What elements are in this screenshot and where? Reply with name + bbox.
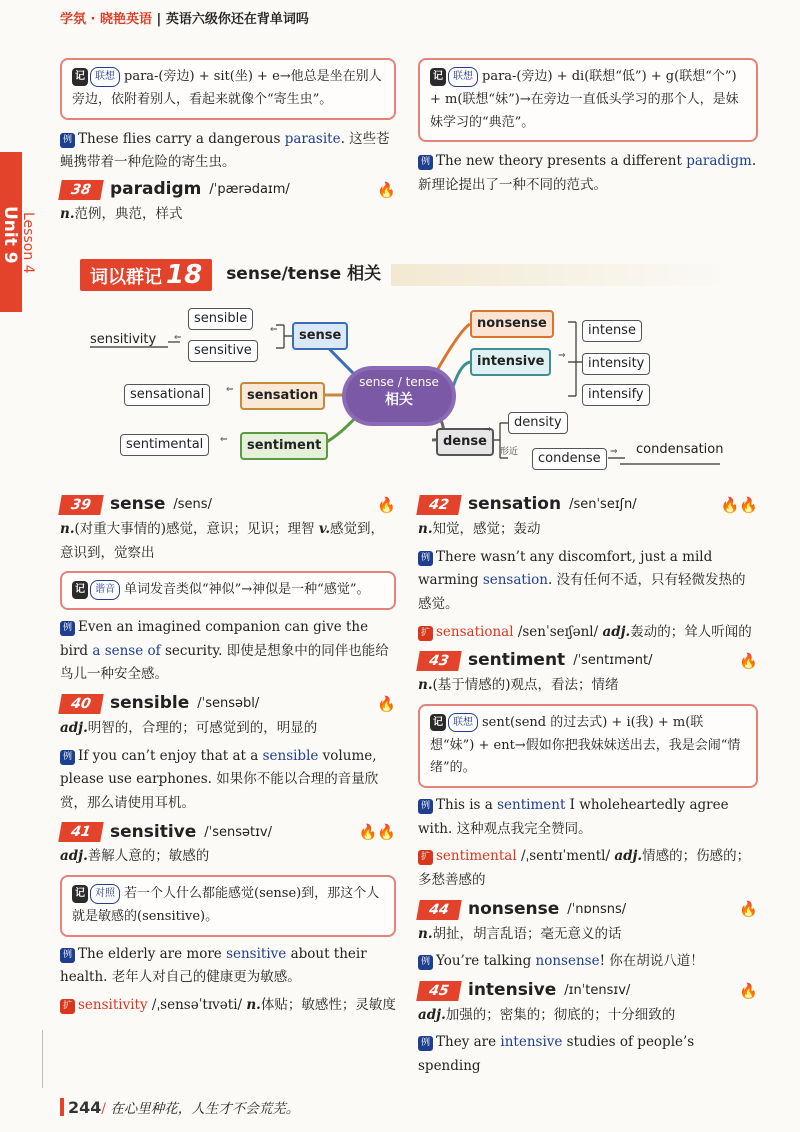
- example-text: If you can’t enjoy that at a: [78, 747, 263, 764]
- sentiment-entry-head: [418, 648, 758, 674]
- mm-sense: sense: [292, 322, 348, 350]
- tip-text: para-(旁边) + di(联想“低”) + g(联想“个”) + m(联想“妹”)→在旁边一直低头学习的那个人，是妹妹学习的“典范”。: [430, 69, 739, 130]
- headword: sensible: [110, 693, 190, 714]
- headword: paradigm: [110, 179, 202, 199]
- example-translation: about their health. 老年人对自己的健康更为敏感。: [60, 945, 367, 986]
- tip-label: 联想: [448, 713, 478, 733]
- derivative-definition: 情感的；伤感的；多愁善感的: [418, 848, 751, 888]
- frequency-fire-icon: 🔥: [377, 495, 396, 514]
- tip-text: 若一个人什么都能感觉(sense)到，那这个人就是敏感的(sensitive)。: [72, 886, 380, 924]
- sentiment-example: [418, 794, 758, 841]
- mindmap-center: [346, 370, 452, 422]
- highlight-word: sensation: [482, 572, 548, 589]
- footer-motto: 在心里种花，人生才不会荒芜。: [110, 1101, 300, 1117]
- memo-icon: 记: [72, 581, 88, 599]
- sense-tip-box: [60, 571, 396, 610]
- mm-sensible: sensible: [188, 308, 253, 330]
- example-icon: 例: [418, 1036, 433, 1051]
- tip-label: 对照: [90, 884, 120, 904]
- sentiment-tip-box: [418, 704, 758, 788]
- tip-label: 联想: [448, 67, 478, 87]
- example-icon: 例: [418, 955, 433, 970]
- part-of-speech: adj.: [602, 623, 631, 640]
- arrow-icon: ⇐: [174, 333, 182, 343]
- tip-text: para-(旁边) + sit(坐) + e→他总是坐在别人旁边，依附着别人，看起来就像个“寄生虫”。: [72, 69, 382, 107]
- tip-label: 联想: [90, 67, 120, 87]
- example-icon: 例: [418, 155, 433, 170]
- center-top: sense / tense: [359, 375, 439, 389]
- tip-text: sent(send 的过去式) + i(我) + m(联想“妹”) + ent→假如你把我妹妹送出去，我是会闹“情绪”的。: [430, 714, 741, 776]
- frequency-fire-icon: 🔥: [377, 180, 396, 199]
- footer-slash: /: [101, 1101, 106, 1117]
- example-icon: 例: [418, 551, 433, 566]
- definition-text: 知觉，感觉；轰动: [432, 521, 541, 537]
- word-number: 41: [58, 822, 104, 842]
- nonsense-definition: [418, 923, 758, 947]
- header-title: 英语六级你还在背单词吗: [165, 12, 309, 27]
- paradigm-definition: [60, 203, 396, 227]
- group-label: [80, 259, 212, 291]
- word-group-title: [80, 258, 740, 292]
- right-column-top: [418, 58, 758, 198]
- phonetic: /ɪnˈtensɪv/: [564, 983, 631, 998]
- example-icon: 例: [60, 133, 75, 148]
- part-of-speech: adj.: [60, 719, 88, 736]
- headword: sensitive: [110, 821, 197, 842]
- sensation-example: [418, 546, 758, 617]
- derivative-phonetic: /senˈseɪʃənl/: [517, 623, 599, 640]
- arrow-icon: ⇒: [484, 425, 492, 435]
- word-number: 38: [58, 180, 104, 200]
- word-mindmap: [80, 300, 740, 480]
- part-of-speech: adj.: [418, 1006, 446, 1023]
- footer-bar: [60, 1098, 64, 1116]
- highlight-word: a sense of: [92, 642, 161, 659]
- memo-icon: 记: [430, 714, 446, 732]
- sensitivity-derivative: [60, 994, 396, 1018]
- phonetic: /sens/: [173, 497, 212, 513]
- highlight-word: paradigm: [686, 153, 752, 170]
- example-text: There wasn’t any discomfort, just a mild warming: [418, 548, 713, 589]
- derivative-icon: 扩: [60, 999, 75, 1014]
- mm-intensive: intensive: [470, 348, 551, 376]
- frequency-fire-icon: 🔥: [377, 694, 396, 713]
- mm-condensation: condensation: [636, 442, 724, 457]
- group-label-text: 词以群记: [90, 267, 162, 288]
- example-text: They are: [436, 1034, 501, 1051]
- part-of-speech: n.: [418, 677, 433, 694]
- mm-intensify: intensify: [582, 384, 650, 406]
- part-of-speech: adj.: [614, 848, 643, 865]
- mm-nonsense: nonsense: [470, 310, 554, 338]
- mm-sensitivity: sensitivity: [90, 332, 157, 347]
- parasite-example: [60, 128, 396, 175]
- sensation-definition: [418, 518, 758, 542]
- intensive-example: [418, 1031, 758, 1078]
- frequency-fire-icon: 🔥: [739, 651, 758, 670]
- group-topic: sense/tense 相关: [226, 264, 382, 285]
- example-icon: 例: [60, 750, 75, 765]
- page-footer: [68, 1096, 299, 1120]
- margin-rule: [42, 1030, 43, 1088]
- left-column-top: [60, 58, 396, 226]
- example-translation: I wholeheartedly agree with. 这种观点我完全赞同。: [418, 797, 729, 837]
- definition-text: (基于情感的)观点，看法；情绪: [432, 677, 619, 694]
- phonetic: /ˈsensəbl/: [197, 696, 260, 712]
- derivative-definition: 轰动的；耸人听闻的: [630, 623, 752, 640]
- arrow-icon: ⇐: [220, 435, 228, 445]
- sensible-definition: [60, 717, 396, 741]
- mm-intense: intense: [582, 320, 642, 342]
- sensitive-entry-head: [60, 819, 396, 845]
- mm-sensational: sensational: [124, 384, 210, 406]
- definition-text: 感觉到，意识到，觉察出: [60, 521, 385, 561]
- highlight-word: nonsense: [535, 953, 600, 970]
- unit-label: Unit 9: [0, 152, 22, 312]
- example-text: The elderly are more: [78, 945, 227, 962]
- frequency-fire-icon: 🔥🔥: [720, 495, 758, 514]
- derivative-word: sentimental: [436, 848, 517, 865]
- mm-sensation: sensation: [240, 382, 325, 410]
- phonetic: /ˈnɒnsns/: [567, 901, 627, 917]
- arrow-icon: ⇐: [226, 385, 234, 395]
- mm-intensity: intensity: [582, 353, 650, 375]
- highlight-word: sensitive: [226, 945, 287, 962]
- word-number: 45: [416, 981, 462, 1001]
- unit-side-tab: [0, 152, 38, 312]
- word-number: 40: [58, 694, 104, 714]
- derivative-word: sensitivity: [78, 996, 148, 1013]
- page-number: 244: [68, 1098, 102, 1117]
- page-header: [60, 10, 309, 30]
- mm-density: density: [508, 412, 568, 434]
- definition-text: 明智的，合理的；可感觉到的，明显的: [87, 719, 318, 736]
- sensitive-tip-box: [60, 875, 396, 937]
- arrow-icon: ⇒: [558, 351, 566, 361]
- mm-sentiment: sentiment: [240, 432, 328, 460]
- phonetic: /ˈpærədaɪm/: [209, 182, 290, 197]
- word-number: 44: [416, 900, 462, 920]
- definition-text: 范例，典范，样式: [74, 205, 183, 222]
- derivative-word: sensational: [436, 623, 514, 640]
- highlight-word: sentiment: [497, 797, 566, 813]
- headword: sensation: [468, 494, 562, 515]
- header-brand: 学氛 · 晓艳英语: [60, 12, 152, 27]
- intensive-entry-head: [418, 978, 758, 1004]
- derivative-icon: 扩: [418, 626, 433, 641]
- sense-example: [60, 616, 396, 687]
- example-translation: . 这些苍蝇携带着一种危险的寄生虫。: [60, 130, 390, 171]
- example-translation: security. 即使是想象中的同伴也能给鸟儿一种安全感。: [60, 642, 389, 683]
- phonetic: /ˈsentɪmənt/: [573, 653, 653, 669]
- frequency-fire-icon: 🔥🔥: [358, 823, 396, 842]
- highlight-word: sensible: [262, 747, 319, 764]
- mm-sensitive: sensitive: [188, 340, 258, 362]
- word-number: 43: [416, 651, 462, 671]
- sensitive-definition: [60, 845, 396, 869]
- phonetic: /senˈseɪʃn/: [569, 497, 637, 513]
- mm-sentimental: sentimental: [120, 434, 209, 456]
- sensible-entry-head: [60, 691, 396, 717]
- sentiment-definition: [418, 674, 758, 698]
- left-column-entries: [60, 492, 396, 1017]
- highlight-word: intensive: [500, 1034, 563, 1051]
- arrow-icon: ⇐: [270, 325, 278, 335]
- paradigm-example: [418, 150, 758, 197]
- mm-dense: dense: [436, 428, 494, 456]
- example-icon: 例: [418, 799, 433, 814]
- center-bottom: 相关: [385, 391, 413, 408]
- sentimental-derivative: [418, 845, 758, 892]
- form-near-label: 形近: [500, 447, 519, 457]
- example-text: The new theory presents a different: [436, 153, 687, 170]
- headword: sense: [110, 494, 166, 515]
- derivative-definition: 体贴；敏感性；灵敏度: [260, 996, 396, 1013]
- part-of-speech: n.: [60, 521, 75, 537]
- example-text: Even an imagined companion can give the bird: [60, 619, 369, 659]
- tip-text: 单词发音类似“神似”→神似是一种“感觉”。: [124, 582, 370, 598]
- example-translation: . 新理论提出了一种不同的范式。: [418, 153, 757, 193]
- sensation-entry-head: [418, 492, 758, 518]
- example-icon: 例: [60, 621, 75, 636]
- nonsense-example: [418, 950, 758, 974]
- lesson-label: Lesson 4: [20, 212, 36, 274]
- nonsense-entry-head: [418, 897, 758, 923]
- sense-entry-head: [60, 492, 396, 518]
- derivative-phonetic: /ˌsentɪˈmentl/: [520, 848, 611, 865]
- part-of-speech: n.: [418, 521, 433, 537]
- derivative-icon: 扩: [418, 850, 433, 865]
- definition-text: (对重大事情的)感觉，意识；见识；理智: [74, 521, 315, 537]
- example-translation: studies of people’s spending: [418, 1034, 695, 1074]
- sensible-example: [60, 745, 396, 816]
- example-text: These flies carry a dangerous: [78, 130, 285, 147]
- sense-definition: [60, 518, 396, 565]
- part-of-speech: adj.: [60, 848, 88, 865]
- parasite-tip-box: [60, 58, 396, 120]
- part-of-speech: v.: [318, 521, 331, 537]
- intensive-definition: [418, 1004, 758, 1028]
- memo-icon: 记: [430, 68, 446, 86]
- paradigm-tip-box: [418, 58, 758, 142]
- sensational-derivative: [418, 621, 758, 645]
- group-title-rule: [391, 264, 740, 286]
- tip-label: 谐音: [90, 580, 120, 600]
- mm-condense: condense: [532, 448, 607, 470]
- example-text: This is a: [436, 797, 498, 813]
- arrow-icon: ⇒: [610, 447, 618, 457]
- word-number: 42: [416, 495, 462, 515]
- header-separator: |: [152, 12, 166, 27]
- frequency-fire-icon: 🔥: [739, 900, 758, 919]
- example-text: You’re talking: [436, 953, 536, 970]
- part-of-speech: n.: [246, 996, 261, 1013]
- memo-icon: 记: [72, 68, 88, 86]
- group-number: 18: [166, 260, 203, 290]
- headword: nonsense: [468, 898, 560, 919]
- part-of-speech: n.: [418, 925, 433, 942]
- example-translation: volume, please use earphones. 如果你不能以合理的音量欣赏，那么请使用耳机。: [60, 747, 379, 811]
- sensitive-example: [60, 943, 396, 990]
- headword: sentiment: [468, 650, 566, 671]
- highlight-word: parasite: [284, 130, 341, 147]
- part-of-speech: n.: [60, 205, 75, 222]
- example-translation: . 没有任何不适，只有轻微发热的感觉。: [418, 572, 746, 612]
- paradigm-entry-head: [60, 177, 396, 203]
- headword: intensive: [468, 980, 557, 1000]
- frequency-fire-icon: 🔥: [739, 981, 758, 1000]
- derivative-phonetic: /ˌsensəˈtɪvəti/: [151, 996, 243, 1013]
- example-icon: 例: [60, 948, 75, 963]
- right-column-entries: [418, 492, 758, 1079]
- phonetic: /ˈsensətɪv/: [204, 824, 273, 840]
- definition-text: 胡扯，胡言乱语；毫无意义的话: [432, 925, 622, 942]
- memo-icon: 记: [72, 885, 88, 903]
- definition-text: 加强的；密集的；彻底的；十分细致的: [445, 1006, 676, 1023]
- definition-text: 善解人意的；敏感的: [87, 848, 210, 865]
- word-number: 39: [58, 495, 104, 515]
- example-translation: ! 你在胡说八道！: [599, 953, 704, 970]
